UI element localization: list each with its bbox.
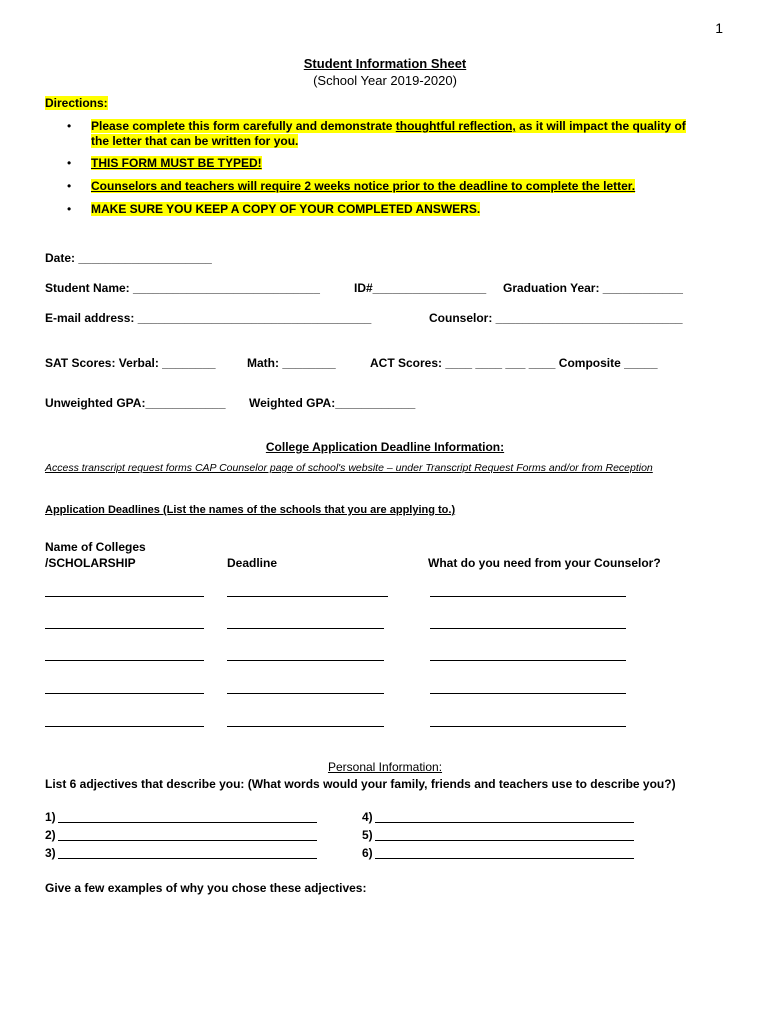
adjective-3-label: 3) bbox=[45, 846, 56, 860]
deadline-line[interactable] bbox=[227, 726, 384, 727]
adjectives-prompt: List 6 adjectives that describe you: (What words would your family, friends and teachers use to describe you?) bbox=[45, 777, 676, 791]
college-name-line[interactable] bbox=[45, 660, 204, 661]
unweighted-gpa-field[interactable]: Unweighted GPA:____________ bbox=[45, 396, 226, 410]
weighted-gpa-field[interactable]: Weighted GPA:____________ bbox=[249, 396, 416, 410]
adjective-6-line[interactable] bbox=[375, 858, 634, 859]
adjective-4-line[interactable] bbox=[375, 822, 634, 823]
sat-math-field[interactable]: Math: ________ bbox=[247, 356, 336, 370]
college-name-line[interactable] bbox=[45, 596, 204, 597]
bullet-icon: • bbox=[67, 156, 72, 170]
sat-verbal-field[interactable]: SAT Scores: Verbal: ________ bbox=[45, 356, 216, 370]
adjective-1-line[interactable] bbox=[58, 822, 317, 823]
id-field[interactable]: ID#_________________ bbox=[354, 281, 487, 295]
counselor-need-line[interactable] bbox=[430, 660, 626, 661]
col-deadline-header: Deadline bbox=[227, 556, 278, 570]
direction-3: Counselors and teachers will require 2 weeks notice prior to the deadline to complete the letter. bbox=[91, 179, 636, 193]
college-name-line[interactable] bbox=[45, 628, 204, 629]
directions-label: Directions: bbox=[45, 96, 108, 110]
bullet-icon: • bbox=[67, 179, 72, 193]
adjective-5-line[interactable] bbox=[375, 840, 634, 841]
graduation-year-field[interactable]: Graduation Year: ____________ bbox=[503, 281, 683, 295]
counselor-need-line[interactable] bbox=[430, 726, 626, 727]
email-field[interactable]: E-mail address: ___________________________________ bbox=[45, 311, 372, 325]
page-number: 1 bbox=[715, 20, 723, 36]
counselor-need-line[interactable] bbox=[430, 628, 626, 629]
direction-4: MAKE SURE YOU KEEP A COPY OF YOUR COMPLETED ANSWERS. bbox=[91, 202, 481, 216]
date-field[interactable]: Date: ____________________ bbox=[45, 251, 212, 265]
deadline-line[interactable] bbox=[227, 693, 384, 694]
adjective-2-label: 2) bbox=[45, 828, 56, 842]
adjective-2-line[interactable] bbox=[58, 840, 317, 841]
col-counselor-header: What do you need from your Counselor? bbox=[428, 556, 661, 570]
counselor-need-line[interactable] bbox=[430, 596, 626, 597]
personal-heading: Personal Information: bbox=[327, 760, 443, 774]
col-colleges-header: Name of Colleges bbox=[45, 540, 146, 554]
direction-1: Please complete this form carefully and demonstrate thoughtful reflection, as it will impact the quality of bbox=[91, 119, 686, 133]
counselor-field[interactable]: Counselor: ____________________________ bbox=[429, 311, 683, 325]
counselor-need-line[interactable] bbox=[430, 693, 626, 694]
act-scores-field[interactable]: ACT Scores: ____ ____ ___ ____ Composite _____ bbox=[370, 356, 658, 370]
school-year: (School Year 2019-2020) bbox=[313, 73, 457, 88]
adjective-1-label: 1) bbox=[45, 810, 56, 824]
deadline-line[interactable] bbox=[227, 596, 388, 597]
bullet-icon: • bbox=[67, 119, 72, 133]
examples-prompt: Give a few examples of why you chose these adjectives: bbox=[45, 881, 367, 895]
direction-1-cont: the letter that can be written for you. bbox=[91, 134, 299, 148]
direction-2: THIS FORM MUST BE TYPED! bbox=[91, 156, 262, 170]
adjective-5-label: 5) bbox=[362, 828, 373, 842]
deadline-line[interactable] bbox=[227, 628, 384, 629]
student-name-field[interactable]: Student Name: ____________________________ bbox=[45, 281, 320, 295]
adjective-4-label: 4) bbox=[362, 810, 373, 824]
deadlines-heading: Application Deadlines (List the names of the schools that you are applying to.) bbox=[45, 504, 456, 516]
college-name-line[interactable] bbox=[45, 693, 204, 694]
form-title: Student Information Sheet bbox=[303, 56, 467, 71]
college-heading: College Application Deadline Information: bbox=[265, 440, 505, 454]
adjective-3-line[interactable] bbox=[58, 858, 317, 859]
transcript-note: Access transcript request forms CAP Counselor page of school's website – under Transcript Request Forms and/or from Reception bbox=[45, 462, 653, 474]
col-scholarship-header: /SCHOLARSHIP bbox=[45, 556, 136, 570]
adjective-6-label: 6) bbox=[362, 846, 373, 860]
deadline-line[interactable] bbox=[227, 660, 384, 661]
college-name-line[interactable] bbox=[45, 726, 204, 727]
bullet-icon: • bbox=[67, 202, 72, 216]
